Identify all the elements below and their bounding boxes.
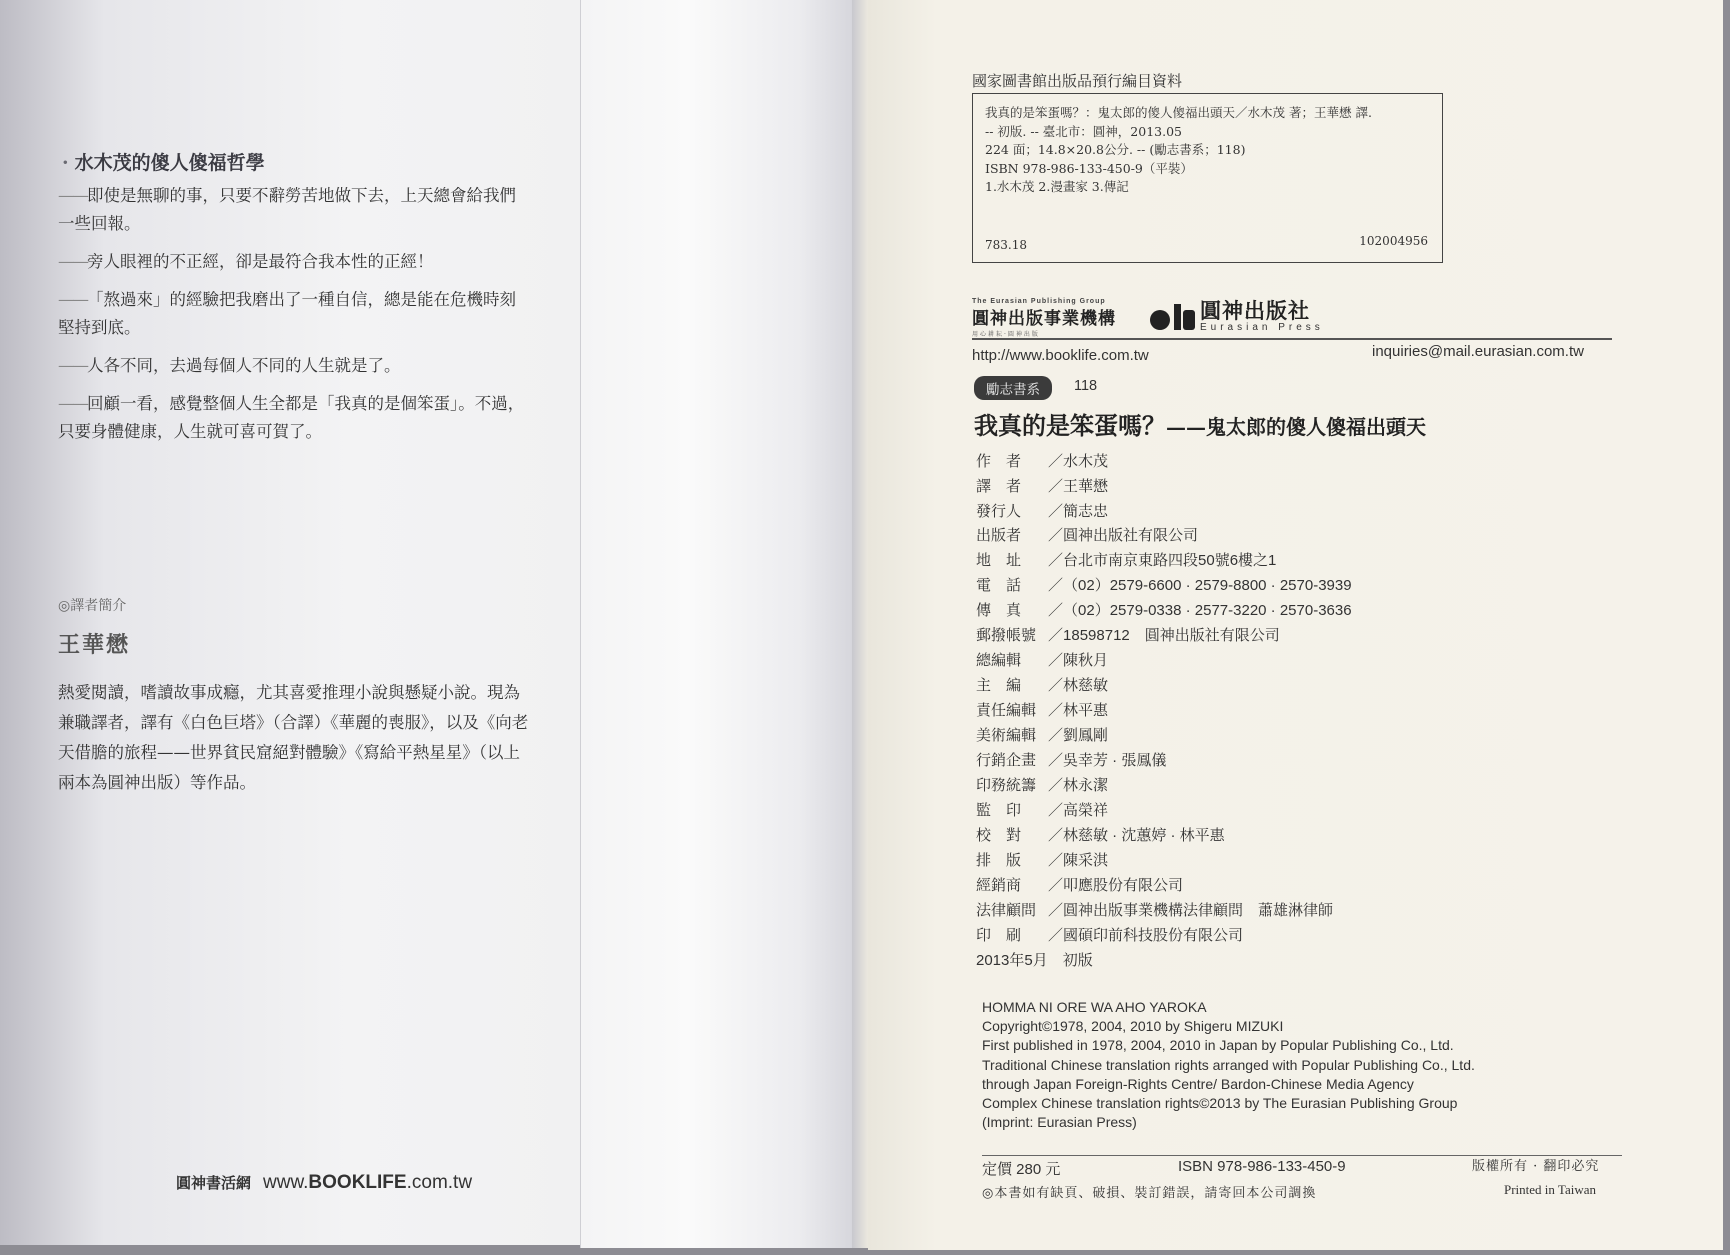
rights-notice: 版權所有 · 翻印必究 xyxy=(1472,1159,1600,1174)
publisher-group-en: The Eurasian Publishing Group xyxy=(972,298,1106,305)
credit-key: 主 編 xyxy=(976,677,1022,694)
cip-class: 783.18 xyxy=(985,237,1027,252)
credit-row: 譯 者 ／王華懋 xyxy=(976,475,1108,496)
credit-value: 王華懋 xyxy=(1063,478,1109,495)
defect-notice: ◎本書如有缺頁、破損、裝訂錯誤，請寄回本公司調換 xyxy=(982,1186,1317,1201)
philosophy-title-text: 水木茂的傻人傻福哲學 xyxy=(74,152,265,174)
credit-value: 陳采淇 xyxy=(1063,852,1109,869)
english-line: First published in 1978, 2004, 2010 in Japan by Popular Publishing Co., Ltd. xyxy=(982,1037,1454,1054)
booklife-zh: 圓神書活網 xyxy=(176,1174,252,1192)
credit-row: 郵撥帳號 ／18598712 圓神出版社有限公司 xyxy=(976,624,1280,645)
english-line: through Japan Foreign-Rights Centre/ Bardon-Chinese Media Agency xyxy=(982,1075,1414,1092)
credit-key: 總編輯 xyxy=(976,652,1022,669)
series-badge: 勵志書系 xyxy=(974,376,1052,400)
divider xyxy=(972,338,1612,340)
booklife-suffix: .com.tw xyxy=(406,1172,473,1193)
booklife-brand: BOOKLIFE xyxy=(308,1172,407,1193)
english-line: (Imprint: Eurasian Press) xyxy=(982,1114,1137,1131)
credit-row: 傳 真 ／（02）2579-0338 · 2577-3220 · 2570-3636 xyxy=(976,599,1352,620)
quote-text: 即使是無聊的事，只要不辭勞苦地做下去，上天總會給我們一些回報。 xyxy=(58,186,516,233)
credit-key: 郵撥帳號 xyxy=(976,627,1037,644)
credit-row: 印務統籌 ／林永潔 xyxy=(976,774,1108,795)
credit-value: 林慈敏 xyxy=(1063,677,1109,694)
credit-row: 法律顧問 ／圓神出版事業機構法律顧問 蕭雄淋律師 xyxy=(976,899,1333,920)
credit-value: （02）2579-0338 · 2577-3220 · 2570-3636 xyxy=(1063,602,1352,619)
credit-row: 發行人 ／簡志忠 xyxy=(976,500,1108,521)
credit-value: 林慈敏 · 沈蕙婷 · 林平惠 xyxy=(1063,827,1225,844)
price: 定價 280 元 xyxy=(982,1161,1061,1178)
credit-row: 校 對 ／林慈敏 · 沈蕙婷 · 林平惠 xyxy=(976,824,1225,845)
credit-key: 印 刷 xyxy=(976,927,1022,944)
credit-value: 林永潔 xyxy=(1063,777,1109,794)
credit-value: 水木茂 xyxy=(1063,453,1109,470)
credit-row: 總編輯 ／陳秋月 xyxy=(976,649,1108,670)
quote-text: 人各不同，去過每個人不同的人生就是了。 xyxy=(87,356,401,375)
translator-heading: ◎譯者簡介 xyxy=(58,598,127,614)
credit-row: 責任編輯 ／林平惠 xyxy=(976,699,1108,720)
credit-row: 監 印 ／高榮祥 xyxy=(976,799,1108,820)
credit-value: 台北市南京東路四段50號6樓之1 xyxy=(1063,552,1277,569)
credit-row: 出版者 ／圓神出版社有限公司 xyxy=(976,524,1198,545)
quote-text: 「熬過來」的經驗把我磨出了一種自信，總是能在危機時刻堅持到底。 xyxy=(58,290,516,337)
publisher-group-logo xyxy=(972,298,1116,338)
book-title xyxy=(974,406,1426,441)
credit-key: 地 址 xyxy=(976,552,1022,569)
booklife-footer xyxy=(176,1172,472,1194)
credit-key: 法律顧問 xyxy=(976,902,1037,919)
credit-value: 高榮祥 xyxy=(1063,802,1109,819)
credit-row: 美術編輯 ／劉鳳剛 xyxy=(976,724,1108,745)
credit-key: 排 版 xyxy=(976,852,1022,869)
credit-key: 行銷企畫 xyxy=(976,752,1037,769)
publisher-group-zh: 圓神出版事業機構 xyxy=(972,309,1116,329)
credit-key: 印務統籌 xyxy=(976,777,1037,794)
credit-value: （02）2579-6600 · 2579-8800 · 2570-3939 xyxy=(1063,577,1352,594)
edition-line: 2013年5月 初版 xyxy=(976,952,1093,969)
credit-value: 國碩印前科技股份有限公司 xyxy=(1063,927,1244,944)
publisher-name-en: Eurasian Press xyxy=(1200,322,1324,333)
quote-item: ——即使是無聊的事，只要不辭勞苦地做下去，上天總會給我們一些回報。 xyxy=(58,186,516,233)
cip-line: 1.水木茂 2.漫畫家 3.傳記 xyxy=(985,179,1129,194)
credit-key: 發行人 xyxy=(976,503,1022,520)
credit-key: 出版者 xyxy=(976,527,1022,544)
cip-heading: 國家圖書館出版品預行編目資料 xyxy=(972,72,1183,90)
credit-row: 主 編 ／林慈敏 xyxy=(976,674,1108,695)
credit-key: 監 印 xyxy=(976,802,1022,819)
credit-value: 圓神出版社有限公司 xyxy=(1063,527,1199,544)
credit-key: 譯 者 xyxy=(976,478,1022,495)
english-line: HOMMA NI ORE WA AHO YAROKA xyxy=(982,999,1207,1015)
booklife-prefix: www. xyxy=(263,1172,309,1193)
cip-line: 224 面；14.8×20.8公分. -- (勵志書系；118) xyxy=(985,142,1246,157)
credit-value: 圓神出版事業機構法律顧問 蕭雄淋律師 xyxy=(1063,902,1334,919)
english-line: Copyright©1978, 2004, 2010 by Shigeru MIZUKI xyxy=(982,1018,1284,1035)
book-gutter xyxy=(852,0,868,1248)
credit-value: 18598712 圓神出版社有限公司 xyxy=(1063,627,1280,644)
credit-row: 電 話 ／（02）2579-6600 · 2579-8800 · 2570-3939 xyxy=(976,574,1352,595)
credit-key: 美術編輯 xyxy=(976,727,1037,744)
credit-key: 傳 真 xyxy=(976,602,1022,619)
printed-in: Printed in Taiwan xyxy=(1504,1182,1597,1197)
credit-key: 經銷商 xyxy=(976,877,1022,894)
credit-key: 作 者 xyxy=(976,453,1022,470)
credit-value: 林平惠 xyxy=(1063,702,1109,719)
cip-line: -- 初版. -- 臺北市：圓神，2013.05 xyxy=(985,123,1182,139)
quote-item: ——「熬過來」的經驗把我磨出了一種自信，總是能在危機時刻堅持到底。 xyxy=(58,290,516,337)
publisher-mark-icon xyxy=(1150,302,1196,332)
english-line: Traditional Chinese translation rights arranged with Popular Publishing Co., Ltd. xyxy=(982,1056,1475,1073)
credit-row: 地 址 ／台北市南京東路四段50號6樓之1 xyxy=(976,549,1276,570)
isbn: ISBN 978-986-133-450-9 xyxy=(1178,1158,1346,1175)
left-page xyxy=(0,0,580,1245)
quote-item: ——回顧一看，感覺整個人生全都是「我真的是個笨蛋」。不過，只要身體健康，人生就可喜可賀了。 xyxy=(58,394,525,441)
credit-row: 印 刷 ／國碩印前科技股份有限公司 xyxy=(976,924,1243,945)
credit-row: 作 者 ／水木茂 xyxy=(976,450,1108,471)
cip-line: 我真的是笨蛋嗎？：鬼太郎的傻人傻福出頭天／水木茂 著；王華懋 譯. xyxy=(985,105,1372,120)
english-copyright xyxy=(982,998,1475,1132)
cover-flap xyxy=(580,0,853,1248)
credit-value: 陳秋月 xyxy=(1063,652,1109,669)
cip-line: ISBN 978-986-133-450-9（平裝） xyxy=(985,160,1193,176)
credit-key: 校 對 xyxy=(976,827,1022,844)
credit-row: 行銷企畫 ／吳幸芳 · 張鳳儀 xyxy=(976,749,1166,770)
cip-box xyxy=(972,93,1443,263)
publisher-name-zh: 圓神出版社 xyxy=(1200,298,1310,323)
credit-row: 經銷商 ／叩應股份有限公司 xyxy=(976,874,1183,895)
credit-key: 責任編輯 xyxy=(976,702,1037,719)
quote-item: ——旁人眼裡的不正經，卻是最符合我本性的正經！ xyxy=(58,252,434,271)
book-title-sub: ——鬼太郎的傻人傻福出頭天 xyxy=(1166,415,1426,439)
quote-item: ——人各不同，去過每個人不同的人生就是了。 xyxy=(58,356,401,375)
translator-bio: 熱愛閱讀，嗜讀故事成癮，尤其喜愛推理小說與懸疑小說。現為兼職譯者，譯有《白色巨塔》（合譯）《華麗的喪服》，以及《向老天借膽的旅程——世界貧民窟絕對體驗》《寫給平熱星星》（以上兩本為圓神出版）等作品。 xyxy=(58,683,529,792)
philosophy-title: · 水木茂的傻人傻福哲學 xyxy=(62,152,265,174)
credit-value: 叩應股份有限公司 xyxy=(1063,877,1184,894)
credit-key: 電 話 xyxy=(976,577,1022,594)
credit-row: 排 版 ／陳采淇 xyxy=(976,849,1108,870)
credit-value: 簡志忠 xyxy=(1063,503,1109,520)
quote-text: 旁人眼裡的不正經，卻是最符合我本性的正經！ xyxy=(87,252,434,271)
credit-value: 吳幸芳 · 張鳳儀 xyxy=(1063,752,1167,769)
translator-name: 王華懋 xyxy=(58,632,131,658)
publisher-logo xyxy=(1150,300,1324,333)
website-link: http://www.booklife.com.tw xyxy=(972,347,1149,364)
publisher-group-motto: 用心耕耘·圓神出版 xyxy=(972,331,1040,338)
english-line: Complex Chinese translation rights©2013 by The Eurasian Publishing Group xyxy=(982,1095,1458,1112)
quote-text: 回顧一看，感覺整個人生全都是「我真的是個笨蛋」。不過，只要身體健康，人生就可喜可賀了。 xyxy=(58,394,525,441)
series-number: 118 xyxy=(1074,378,1098,394)
credit-value: 劉鳳剛 xyxy=(1063,727,1109,744)
cip-number: 102004956 xyxy=(1359,233,1428,248)
book-title-main: 我真的是笨蛋嗎？ xyxy=(974,411,1166,440)
email-address: inquiries@mail.eurasian.com.tw xyxy=(1372,343,1584,360)
